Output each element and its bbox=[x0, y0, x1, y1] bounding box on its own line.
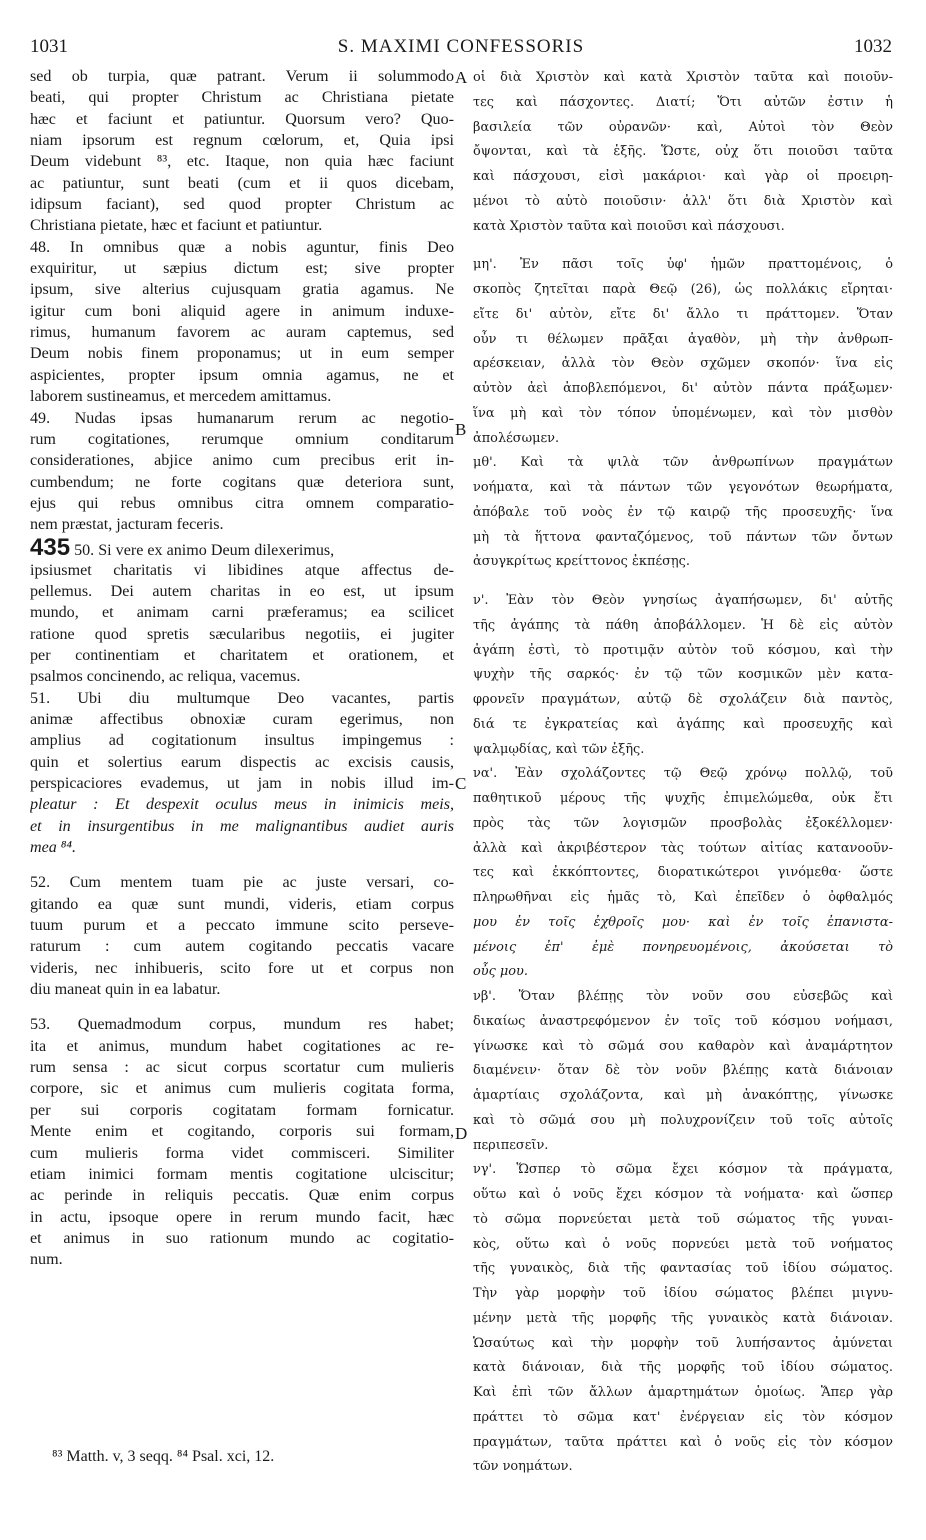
text-line: πρὸς τὰς τῶν λογισμῶν προσβολὰς ἐξοκέλλομεν· bbox=[473, 815, 893, 831]
latin-paragraph-52 bbox=[30, 872, 454, 1000]
greek-paragraph-intro bbox=[473, 66, 893, 239]
paragraph-gap bbox=[30, 1000, 454, 1014]
latin-paragraph-48 bbox=[30, 237, 454, 408]
text-line: et animus in suo rationum mundo ac cogitatio- bbox=[30, 1229, 454, 1247]
text-line: pleatur : Et despexit oculus meus in inimicis meis, bbox=[30, 796, 454, 814]
greek-paragraph-49 bbox=[473, 451, 893, 575]
text-line: 52. Cum mentem tuam pie ac juste versari, co- bbox=[30, 874, 454, 892]
text-line: rimus, humanum favorem ac auram captemus, sed bbox=[30, 324, 454, 342]
text-line: ν'. Ἐὰν τὸν Θεὸν γνησίως ἀγαπήσωμεν, δι' αὐτῆς bbox=[473, 593, 893, 608]
running-title: S. MAXIMI CONFESSORIS bbox=[337, 36, 585, 57]
text-line: Deum videbunt ⁸³, etc. Itaque, non quia hæc faciunt bbox=[30, 153, 454, 171]
text-line: ἀπολέσωμεν. bbox=[473, 430, 560, 446]
latin-paragraph-49 bbox=[30, 408, 454, 536]
text-line: ψαλμῳδίας, καὶ τῶν ἑξῆς. bbox=[473, 741, 645, 757]
text-line: igitur cum boni aliquid agere in animum induxe- bbox=[30, 302, 454, 320]
text-line: hæc et faciunt et patiuntur. Quorsum vero? Quo- bbox=[30, 110, 454, 128]
text-line: amplius ad cogitationum insultus impingemus : bbox=[30, 732, 454, 750]
text-line: μθ'. Καὶ τὰ ψιλὰ τῶν ἀνθρωπίνων πραγμάτων bbox=[473, 455, 893, 471]
text-line: considerationes, abjice animo cum precibus erit in- bbox=[30, 452, 454, 470]
text-line: ἀπόβαλε τοῦ νοὸς ἐν τῷ καιρῷ τῆς προσευχῆς· ἵνα bbox=[473, 504, 893, 520]
text-line: mundo, et animam carni præferamus; ea scilicet bbox=[30, 604, 454, 622]
text-line: Τὴν γὰρ μορφὴν τοῦ ἰδίου σώματος βλέπει μιγνυ- bbox=[473, 1286, 893, 1301]
text-line: καὶ πάσχουσι, εἰσὶ μακάριοι· καὶ γὰρ οἱ προειρη- bbox=[473, 169, 893, 184]
text-line: κατὰ διάνοιαν, διὰ τῆς μορφῆς τοῦ ἰδίου σώματος. bbox=[473, 1360, 893, 1376]
page-header bbox=[30, 36, 892, 62]
text-line: sed ob turpia, quæ patrant. Verum ii solummodo bbox=[30, 68, 454, 85]
text-line: τῆς γυναικὸς, διὰ τῆς φαντασίας τοῦ ἰδίου σώματος. bbox=[473, 1261, 893, 1277]
latin-column bbox=[30, 66, 454, 1271]
text-line: rum cogitationes, rerumque omnium conditarum bbox=[30, 430, 454, 448]
text-line: cum mulieris forma videt commisceri. Similiter bbox=[30, 1144, 454, 1162]
text-line: αρέσκειαν, ἀλλὰ τὸν Θεὸν σχῶμεν σκοπόν· ἵνα εἰς bbox=[473, 356, 893, 372]
text-line: τες καὶ ἐκκόπτοντες, διορατικώτεροι γινόμεθα· ὥστε bbox=[473, 865, 893, 881]
latin-paragraph-53 bbox=[30, 1014, 454, 1270]
text-line: ac patiuntur, sunt beati (cum et ii quos dicebam, bbox=[30, 174, 454, 192]
greek-column bbox=[473, 66, 893, 1480]
text-line: αὐτὸν ἀεὶ ἀποβλεπόμενοι, δι' αὐτὸν πάντα πράξωμεν· bbox=[473, 381, 893, 396]
text-line: in actu, ipsoque opere in rerum mundo facit, hæc bbox=[30, 1208, 454, 1226]
greek-paragraph-50 bbox=[473, 589, 893, 762]
paragraph-gap bbox=[473, 239, 893, 253]
margin-letter-b: B bbox=[455, 420, 467, 439]
text-line: laborem sustineamus, et mercedem amittamus. bbox=[30, 388, 332, 406]
text-line: καὶ τὸ σῶμά σου μὴ πολυχρονίζειν τοῦ τοῖς αὐτοῖς bbox=[473, 1112, 893, 1128]
text-line: μένοις ἐπ' ἐμὲ πονηρευομένοις, ἀκούσεται τὸ bbox=[473, 939, 893, 955]
text-line: οὕτω καὶ ὁ νοῦς ἔχει κόσμον τὰ νοήματα· καὶ ὥσπερ bbox=[473, 1187, 893, 1202]
text-line: ac perinde in reliquis peccatis. Quæ enim corpus bbox=[30, 1187, 454, 1205]
text-line: perspicaciores evademus, ut jam in nobis illud im- bbox=[30, 775, 454, 792]
column-number-marker: 435 bbox=[30, 535, 71, 560]
text-line: οἱ διὰ Χριστὸν καὶ κατὰ Χριστὸν ταῦτα καὶ ποιοῦν- bbox=[473, 70, 893, 85]
text-line: γίνωσκε καὶ τὸ σῶμά σου καθαρὸν καὶ ἀναμάρτητον bbox=[473, 1038, 893, 1054]
greek-paragraph-52 bbox=[473, 985, 893, 1158]
text-line: animæ affectibus obnoxiæ curam egerimus, non bbox=[30, 710, 454, 728]
text-line: beati, qui propter Christum ac Christiana pietate bbox=[30, 89, 454, 107]
text-line: ejus qui rebus omnibus citra omnem comparatio- bbox=[30, 494, 454, 512]
text-line: Mente enim et cogitando, corporis sui formam, bbox=[30, 1123, 454, 1141]
text-line: raturum : cum autem cogitando peccatis vacare bbox=[30, 938, 454, 956]
text-line: 51. Ubi diu multumque Deo vacantes, partis bbox=[30, 689, 454, 707]
greek-paragraph-53 bbox=[473, 1158, 893, 1480]
text-line: ἀγάπη ἐστὶ, τὸ προτιμᾷν αὐτὸν τοῦ κόσμου, καὶ τὴν bbox=[473, 642, 893, 658]
text-line: ipsum, sive alterius cujusquam gratia agamus. Ne bbox=[30, 281, 454, 299]
text-line: niam ipsorum est regnum cœlorum, et, Quia ipsi bbox=[30, 132, 454, 150]
text-line: εἴτε δι' αὐτὸν, εἴτε δι' ἄλλο τι πράττομεν. Ὅταν bbox=[473, 306, 893, 322]
text-line: cumbendum; ne forte cogitans quæ deteriora sunt, bbox=[30, 473, 454, 491]
text-line: tuum purum et a peccato immune scito perseve- bbox=[30, 917, 454, 935]
text-line: βασιλεία τῶν οὐρανῶν· καὶ, Αὐτοὶ τὸν Θεὸν bbox=[473, 119, 893, 135]
paragraph-gap bbox=[30, 858, 454, 872]
text-line: τες καὶ πάσχοντες. Διατί; Ὅτι αὐτῶν ἐστιν ἡ bbox=[473, 94, 893, 110]
text-line: rum sensa : ac sicut corpus scortatur cum mulieris bbox=[30, 1059, 454, 1077]
text-line: exquiritur, ut sæpius dictum est; sive propter bbox=[30, 260, 454, 278]
text-line: et in insurgentibus in me malignantibus audiet auris bbox=[30, 817, 454, 835]
text-line: Ὡσαύτως καὶ τὴν μορφὴν τοῦ λυπήσαντος ἀμύνεται bbox=[473, 1335, 893, 1351]
text-line: videris, nec inhibueris, scito fore ut et corpus non bbox=[30, 959, 454, 977]
text-line: nem præstat, jacturam feceris. bbox=[30, 516, 224, 534]
text-line: φρονεῖν πραγμάτων, αὐτῷ δὲ σχολάζειν διὰ παντὸς, bbox=[473, 692, 893, 707]
text-line: περιπεσεῖν. bbox=[473, 1137, 549, 1153]
text-line: μένην μετὰ τῆς μορφῆς τῆς γυναικὸς κατὰ διάνοιαν. bbox=[473, 1310, 893, 1326]
text-line: 48. In omnibus quæ a nobis aguntur, finis Deo bbox=[30, 238, 454, 256]
text-line: Christiana pietate, hæc et faciunt et patiuntur. bbox=[30, 217, 323, 235]
text-line: psalmos concinendo, ac reliqua, vacemus. bbox=[30, 668, 301, 686]
text-line: τὸ σῶμα πορνεύεται μετὰ τοῦ σώματος τῆς γυναι- bbox=[473, 1211, 893, 1227]
paragraph-50-first-line: 50. Si vere ex animo Deum dilexerimus, bbox=[74, 541, 335, 559]
latin-paragraph-intro bbox=[30, 66, 454, 237]
text-line: ἀλλὰ καὶ ἀκριβέστερον τὰς τούτων αἰτίας κατανοοῦν- bbox=[473, 840, 893, 856]
text-line: οὖν τι θέλωμεν πρᾶξαι ἀγαθὸν, μὴ τὴν ἀνθρωπ- bbox=[473, 331, 893, 347]
text-line: 49. Nudas ipsas humanarum rerum ac negotio- bbox=[30, 409, 454, 427]
margin-letter-a: A bbox=[455, 68, 468, 87]
text-line: Deum nobis finem proponamus; ut in eum semper bbox=[30, 345, 454, 363]
text-line: mea ⁸⁴. bbox=[30, 839, 77, 857]
text-line: ita et animus, mundum habet cogitationes ac re- bbox=[30, 1037, 454, 1055]
text-line: παθητικοῦ μέρους τῆς ψυχῆς ἐπιμελώμεθα, οὐκ ἔτι bbox=[473, 791, 893, 806]
text-line: diu maneat quin in ea labatur. bbox=[30, 981, 221, 999]
text-line: ipsiusmet charitatis vi libidines atque affectus de- bbox=[30, 561, 454, 579]
text-line: να'. Ἐὰν σχολάζοντες τῷ Θεῷ χρόνῳ πολλῷ, τοῦ bbox=[473, 766, 893, 782]
text-line: 53. Quemadmodum corpus, mundum res habet; bbox=[30, 1016, 454, 1034]
text-line: κατὰ Χριστὸν ταῦτα καὶ ποιοῦσι καὶ πάσχουσι. bbox=[473, 218, 785, 234]
text-line: δικαίως ἀναστρεφόμενον ἐν τοῖς τοῦ κόσμου νοήμασι, bbox=[473, 1013, 893, 1029]
text-line: πληρωθῆναι εἰς ἡμᾶς τὸ, Καὶ ἐπεῖδεν ὁ ὀφθαλμός bbox=[473, 890, 893, 905]
text-line: σκοπὸς ζητεῖται παρὰ Θεῷ (26), ὡς πολλάκις εἴρηται· bbox=[473, 282, 893, 297]
greek-paragraph-51 bbox=[473, 762, 893, 985]
paragraph-gap bbox=[473, 575, 893, 589]
margin-letter-c: C bbox=[455, 774, 467, 793]
text-line: οὖς μου. bbox=[473, 964, 528, 980]
latin-paragraph-51 bbox=[30, 688, 454, 859]
text-line: νοήματα, καὶ τὰ πάντων τῶν γεγονότων θεωρήματα, bbox=[473, 480, 893, 495]
text-line: corpore, sic et animus cum mulieris cogitata forma, bbox=[30, 1080, 454, 1098]
text-line: ἀσυγκρίτως κρείττονος ἐκπέσῃς. bbox=[473, 554, 690, 570]
text-line: μου ἐν τοῖς ἐχθροῖς μου· καὶ ἐν τοῖς ἐπανιστα- bbox=[473, 914, 893, 930]
text-line: ἵνα μὴ καὶ τὸν τόπον ὑπομένωμεν, καὶ τὸν μισθὸν bbox=[473, 405, 893, 421]
footnotes: ⁸³ Matth. v, 3 seqq. ⁸⁴ Psal. xci, 12. bbox=[52, 1448, 275, 1465]
text-line: pellemus. Dei autem charitas in eo est, ut ipsum bbox=[30, 582, 454, 600]
text-line: aspicientes, propter ipsum omnia agamus, ne et bbox=[30, 366, 454, 384]
greek-paragraph-48 bbox=[473, 253, 893, 451]
text-line: etiam inimici formam mentis cogitatione ulciscitur; bbox=[30, 1165, 454, 1183]
text-line: πράττει τὸ σῶμα κατ' ἐνέργειαν εἰς τὸν κόσμον bbox=[473, 1409, 893, 1425]
page-number-left: 1031 bbox=[30, 36, 68, 57]
margin-letter-d: D bbox=[455, 1124, 468, 1143]
text-line: κὸς, οὕτω καὶ ὁ νοῦς πορνεύει μετὰ τοῦ νοήματος bbox=[473, 1236, 893, 1252]
text-line: μένοι τὸ αὐτὸ ποιοῦσιν· ἀλλ' ὅτι διὰ Χριστὸν καὶ bbox=[473, 193, 893, 209]
text-line: νγ'. Ὥσπερ τὸ σῶμα ἔχει κόσμον τὰ πράγματα, bbox=[473, 1162, 893, 1178]
text-line: νβ'. Ὅταν βλέπῃς τὸν νοῦν σου εὐσεβῶς καὶ bbox=[473, 989, 893, 1004]
text-line: ὄψονται, καὶ τὰ ἑξῆς. Ὥστε, οὐχ ὅτι ποιοῦσι ταῦτα bbox=[473, 144, 893, 160]
text-line: τῆς ἀγάπης τὰ πάθη ἀποβάλλομεν. Ἡ δὲ εἰς αὐτὸν bbox=[473, 617, 893, 633]
text-line: ἁμαρτίαις σχολάζοντα, καὶ μὴ ἀνακόπτῃς, γίνωσκε bbox=[473, 1088, 893, 1103]
text-line: gitando ea quæ sunt mundi, videris, etiam corpus bbox=[30, 895, 454, 913]
text-line: ratione quod spretis sæcularibus negotiis, ei jugiter bbox=[30, 625, 454, 643]
text-line: quin et solertius earum dispectis ac excisis causis, bbox=[30, 753, 454, 771]
text-line: μη'. Ἐν πᾶσι τοῖς ὑφ' ἡμῶν πραττομένοις, ὁ bbox=[473, 257, 893, 273]
text-line: τῶν νοημάτων. bbox=[473, 1459, 573, 1475]
text-line: ψυχὴν τῆς σαρκός· ἐν τῷ τῶν κοσμικῶν μὲν κατα- bbox=[473, 667, 893, 683]
text-line: Καὶ ἐπὶ τῶν ἄλλων ἁμαρτημάτων ὁμοίως. Ἅπερ γὰρ bbox=[473, 1385, 893, 1400]
text-line: per sui corporis cogitatam formam fornicatur. bbox=[30, 1101, 454, 1119]
text-line: idipsum faciant), sed quod propter Christum ac bbox=[30, 196, 454, 214]
text-line bbox=[30, 536, 454, 560]
text-line: num. bbox=[30, 1251, 63, 1269]
text-line: μὴ τὰ ἥττονα φανταζόμενος, τοῦ πάντων τῶν ὄντων bbox=[473, 529, 893, 545]
latin-paragraph-50 bbox=[30, 536, 454, 688]
page-number-right: 1032 bbox=[854, 36, 892, 57]
text-line: διαμένειν· ὅταν δὲ τὸν νοῦν βλέπῃς κατὰ διάνοιαν bbox=[473, 1063, 893, 1079]
text-line: πραγμάτων, ταῦτα πράττει καὶ ὁ νοῦς εἰς τὸν κόσμον bbox=[473, 1434, 893, 1450]
text-line: per continentiam et charitatem et orationem, et bbox=[30, 646, 454, 664]
text-line: διά τε ἐγκρατείας καὶ ἀγάπης καὶ προσευχῆς καὶ bbox=[473, 716, 893, 732]
